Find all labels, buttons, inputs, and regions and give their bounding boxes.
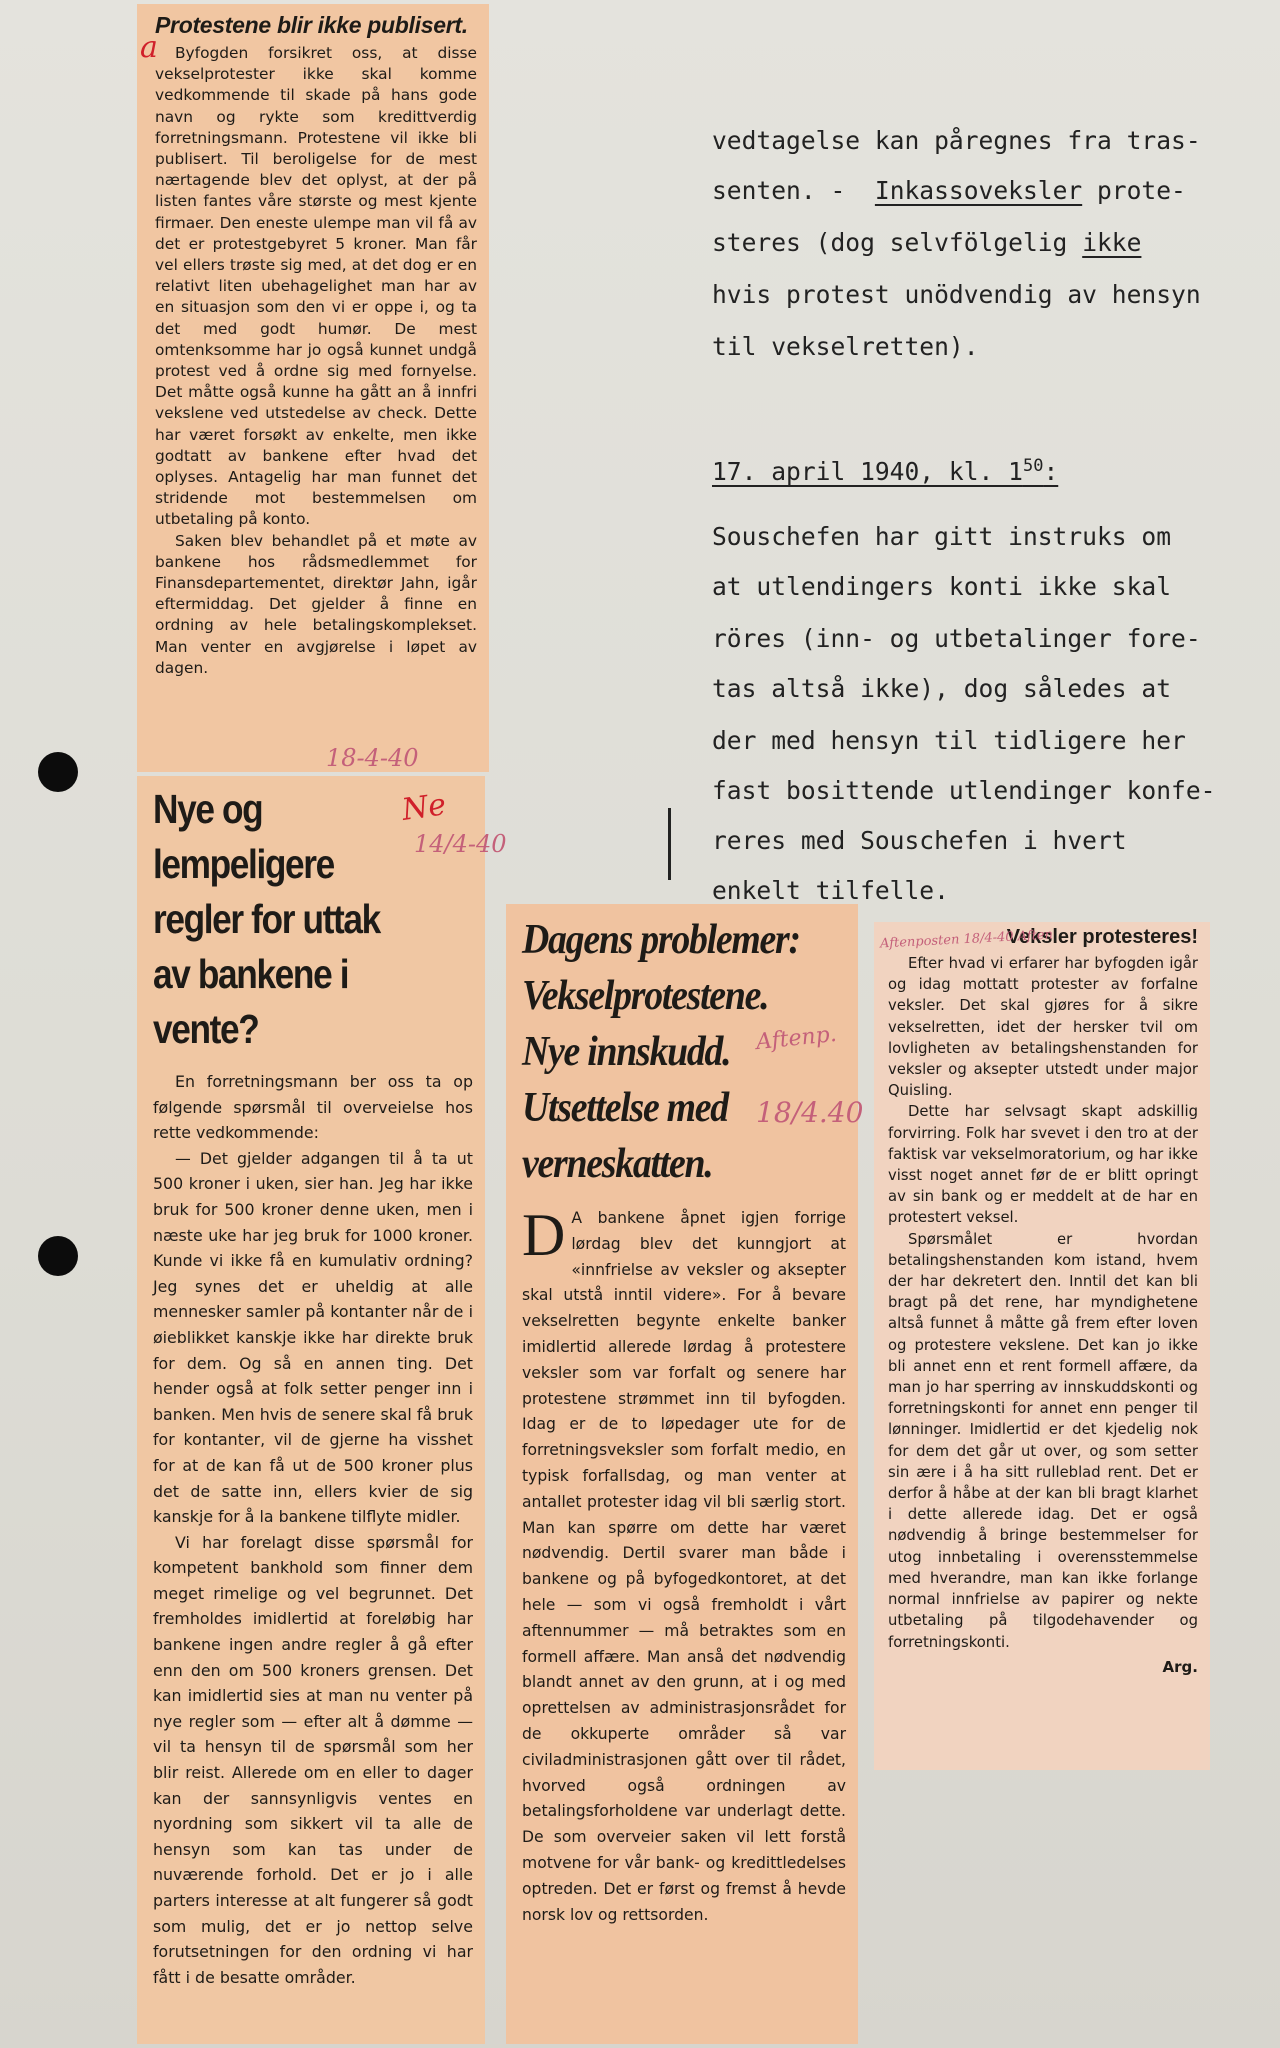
margin-mark [668,808,685,880]
clipping-body [155,43,477,679]
typed-line: röres (inn- og utbetalinger fore- [712,624,1201,653]
article-text: A bankene åpnet igjen forrige lørdag blev det kunngjort at «innfrielse av veksler og aksepter skal utstå inntil videre». For å bevare vekselretten begynte enkelte banker imidlertid allerede lørdag å protestere veksler som var forfalt og senere har protestene strømmet inn til byfogden. Idag er de to løpedager ute for de forretningsveksler som forfalt medio, en typisk forfallsdag, og man venter at antallet protester idag vil bli særlig stort. Man kan spørre om dette har været nødvendig. Dertil svarer man både i bankene og på byfogedkontoret, at det hele — som vi også fremholdt i vårt aftennummer — må betraktes som en formell affære. Man anså det nødvendig blandt annet av den grunn, at i og med oprettelsen av administrasjonsrådet for de okkuperte områder så var civiladministrasjonen gått over til rådet, hvorved også ordningen av betalingsforholdene var underlagt dette. De som overveier saken vil lett forstå motvene for vår bank- og kredittledelses optreden. Det er først og fremst å hevde norsk lov og rettsorden. [522,1209,846,1924]
heading-text: 17. april 1940, kl. 1 [712,457,1023,487]
typed-line: tas altså ikke), dog således at [712,674,1172,703]
clipping-body [153,1069,473,1990]
handwritten-date: 14/4-40 [414,830,507,858]
typed-line: hvis protest unödvendig av hensyn [712,280,1201,309]
heading-colon: : [1043,457,1059,487]
heading-date [712,457,1058,486]
typed-line [712,176,1186,205]
typed-line: reres med Souschefen i hvert [712,826,1127,855]
paragraph: Dette har selvsagt skapt adskillig forvirring. Folk har svevet i den tro at der faktisk var vekselmoratorium, og har ikke visst noget annet før de er blitt opringt av sin bank og er meddelt at de har en protestert veksel. [888,1103,1198,1227]
paragraph: Vi har forelagt disse spørsmål for kompetent bankhold som finner dem meget rimelige og vel begrunnet. Det fremholdes imidlertid at foreløbig har bankene ingen andre regler å gå efter enn den om 500 kroners grensen. Det kan imidlertid sies at man nu venter på nye regler som — efter alt å dømme — vil ta hensyn til de spørsmål som her blir reist. Allerede om en eller to dager kan der sannsynligvis ventes en nyordning som sikkert vil ta alle de hensyn som kan tas under de nuværende forhold. Det er jo i alle parters interesse at alt fungerer så godt som mulig, det er jo nettop selve forutsetningen for den ordning vi har fått i de besatte områder. [153,1532,473,1987]
underlined-term: ikke [1082,228,1142,257]
clipping-title: Protestene blir ikke publisert. [155,12,468,38]
clipping-body [888,953,1198,1678]
paragraph: Efter hvad vi erfarer har byfogden igår og idag mottatt protester av forfalne veksler. Det skal gjøres for å sikre vekselretten, idet der hersker tvil om lovligheten av betalingshenstanden for veksler og aksepter utstedt under major Quisling. [888,955,1198,1100]
clipping-title: Veksler protesteres! [1006,926,1198,948]
drop-cap: D [522,1202,566,1268]
clipping-protestene [137,4,489,772]
paragraph: — Det gjelder adgangen til å ta ut 500 kroner i uken, sier han. Jeg har ikke bruk for 500 kroner denne uken, men i næste uke har jeg bruk for 1000 kroner. Kunde vi ikke få en kumulativ ordning? Jeg synes det er uheldig at alle mennesker samler på kontanter når de i øieblikket kanskje ikke har direkte bruk for dem. Og så en annen ting. Det hender også at folk setter penger inn i banken. Men hvis de senere skal få bruk for kontanter, vil de gjerne ha visshet for at de kan få ut de 500 kroner plus det de satte inn, ellers kvier de sig kanskje for å la bankene tilflyte midler. [153,1148,473,1527]
clipping-title: Nye og lempeligere regler for uttak av bankene i vente? [153,786,380,1052]
paragraph: En forretningsmann ber oss ta op følgende spørsmål til overveielse hos rette vedkommende: [153,1072,473,1143]
typed-line: Souschefen har gitt instruks om [712,522,1172,551]
handwritten-note: Ne [399,787,449,828]
heading-superscript: 50 [1022,456,1044,476]
clipping-veksler-protesteres [874,922,1210,1770]
handwritten-date: 18/4.40 [756,1096,864,1129]
punch-hole-top [38,752,78,792]
typed-line [712,228,1141,257]
paragraph: Spørsmålet er hvordan betalingshenstanden kom istand, hvem der har dekretert den. Inntil det kan bli bragt på det rene, har myndighetene altså funnet å måtte gå frem efter loven og protestere vekslene. Det kan jo ikke bli annet enn et rent formell affære, da man jo har sperring av innskuddskonti og forretningskonti for annet enn penger til lønninger. Imidlertid er det kjedelig nok for dem det går ut over, og som setter sin ære i å ha sitt rulleblad rent. Det er derfor å håbe at der kan bli bragt klarhet i dette allerede idag. Det er også nødvendig å bringe bestemmelser for utog innbetaling i overensstemmelse med hverandre, man kan ikke forlange normal innfrielse av papirer og nekte utbetaling på tilgodehavender og forretningskonti. [888,1230,1198,1651]
clipping-body [522,1202,846,1928]
typed-fragment: prote- [1097,176,1186,205]
typed-line: fast bosittende utlendinger konfe- [712,776,1216,805]
clipping-nye-regler [137,776,485,2044]
typed-line: der med hensyn til tidligere her [712,726,1186,755]
underlined-term: Inkassoveksler [874,176,1083,205]
handwritten-source: Aftenp. [754,1021,838,1056]
handwritten-mark: a [140,30,158,65]
handwritten-source: Aftenposten 18/4-40 Aften [879,927,1054,952]
clipping-title: Dagens problemer: Vekselprotestene. Nye innskudd. Utsettelse med verneskatten. [522,917,800,1187]
paragraph: Saken blev behandlet på et møte av bankene hos rådsmedlemmet for Finansdepartementet, direktør Jahn, igår eftermiddag. Det gjelder å finne en ordning av hele betalingskomplekset. Man venter en avgjørelse i løpet av dagen. [155,531,477,677]
signature: Arg. [1162,1657,1198,1676]
typed-heading [712,456,1058,486]
paragraph: Byfogden forsikret oss, at disse vekselprotester ikke skal komme vedkommende til skade på hans gode navn og rykte som kredittverdig forretningsmann. Protestene vil ikke bli publisert. Til beroligelse for de mest nærtagende blev det oplyst, at der på listen fantes våre største og mest kjente firmaer. Den eneste ulempe man vil få av det er protestgebyret 5 kroner. Man får vel ellers trøste sig med, at det dog er en relativt liten ubehagelighet man har av en situasjon som den vi er oppe i, og ta det med godt humør. De mest omtenksomme har jo også kunnet undgå protest ved å ordne sig med fornyelse. Det måtte også kunne ha gått an å innfri vekslene ved utstedelse av check. Dette har været forsøkt av enkelte, men ikke godtatt av bankene efter hvad det oplyses. Antagelig har man funnet det stridende mot bestemmelsen om utbetaling på konto. [155,44,477,529]
typed-line: at utlendingers konti ikke skal [712,572,1172,601]
punch-hole-bottom [38,1236,78,1276]
handwritten-date: 18-4-40 [326,744,419,772]
typed-line: til vekselretten). [712,332,979,361]
typed-fragment: steres (dog selvfölgelig [712,228,1068,257]
clipping-dagens-problemer [506,904,858,2044]
typed-line: vedtagelse kan påregnes fra tras- [712,126,1201,155]
typed-fragment: senten. - [712,176,846,205]
typed-line: enkelt tilfelle. [712,876,949,905]
